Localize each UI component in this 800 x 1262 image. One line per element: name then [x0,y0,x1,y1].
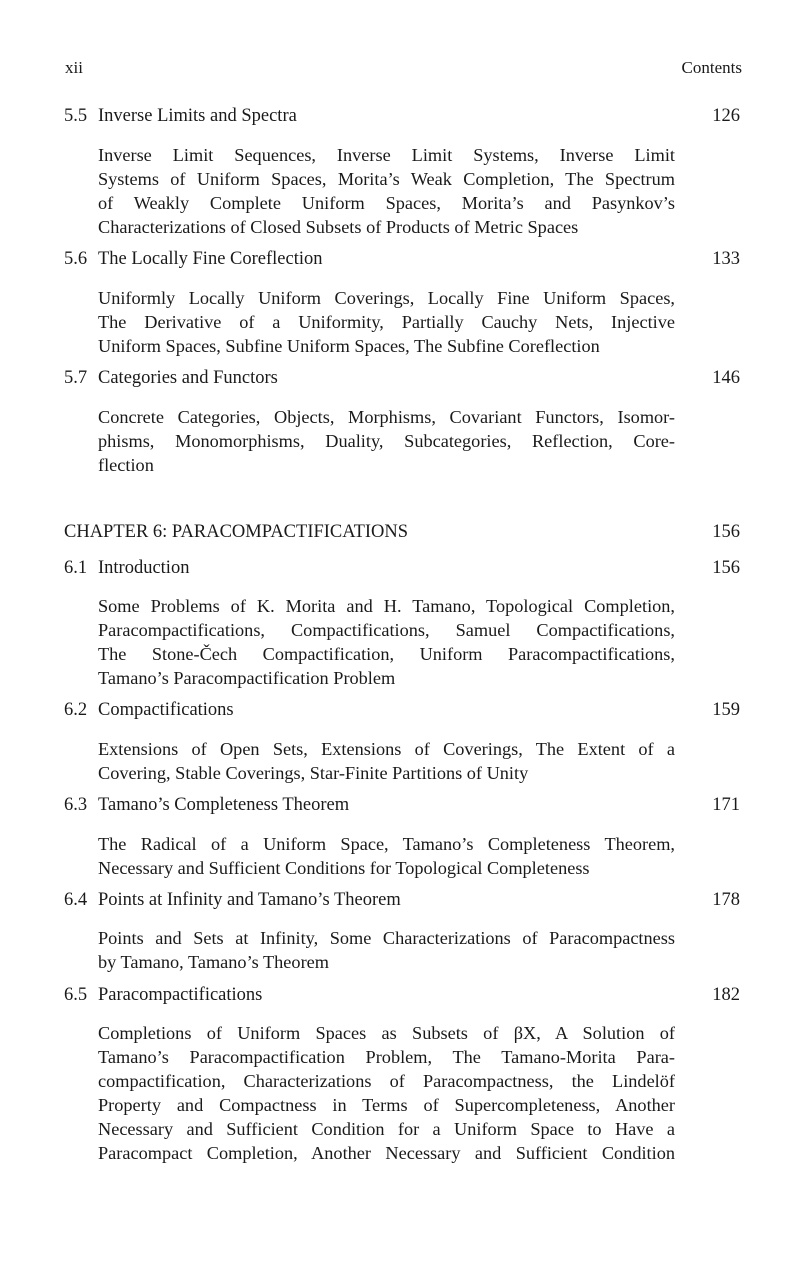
description-line: flection [98,455,154,475]
page-number: 156 [712,522,740,542]
section-description [98,594,675,690]
description-line: Uniform Spaces, Subfine Uniform Spaces, The Subfine Coreflection [98,336,600,356]
description-line: Covering, Stable Coverings, Star-Finite Partitions of Unity [98,763,529,783]
description-line: compactification, Characterizations of Paracompactness, the Lindelöf [98,1071,675,1091]
section-title: Categories and Functors [98,368,278,388]
section-number: 6.2 [64,700,88,720]
page-number: 182 [712,985,740,1005]
section-title: Tamano’s Completeness Theorem [98,795,350,815]
description-line: Extensions of Open Sets, Extensions of Coverings, The Extent of a [98,739,675,759]
section-description [98,926,675,974]
section-description [98,832,675,880]
description-line: Uniformly Locally Uniform Coverings, Locally Fine Uniform Spaces, [98,288,675,308]
section-number: 6.5 [64,985,88,1005]
description-line: Completions of Uniform Spaces as Subsets of βX, A Solution of [98,1023,675,1043]
section-number: 5.6 [64,249,88,269]
section-description [98,737,675,785]
page-number: 133 [712,249,740,269]
section-title: Points at Infinity and Tamano’s Theorem [98,890,401,910]
page-number: 171 [712,795,740,815]
page-number: 156 [712,558,740,578]
chapter-title: CHAPTER 6: PARACOMPACTIFICATIONS [64,522,409,542]
description-line: Tamano’s Paracompactification Problem, The Tamano-Morita Para- [98,1047,675,1067]
description-line: Inverse Limit Sequences, Inverse Limit Systems, Inverse Limit [98,145,675,165]
section-number: 5.7 [64,368,88,388]
description-line: The Radical of a Uniform Space, Tamano’s Completeness Theorem, [98,834,675,854]
running-head: Contents [681,58,742,77]
section-description [98,286,675,358]
page-number: 146 [712,368,740,388]
section-title: Inverse Limits and Spectra [98,106,297,126]
section-title: Introduction [98,558,190,578]
description-line: by Tamano, Tamano’s Theorem [98,952,329,972]
section-number: 6.1 [64,558,88,578]
description-line: Property and Compactness in Terms of Supercompleteness, Another [98,1095,675,1115]
section-title: Paracompactifications [98,985,263,1005]
section-number: 6.4 [64,890,88,910]
description-line: phisms, Monomorphisms, Duality, Subcategories, Reflection, Core- [98,431,675,451]
page-number: 159 [712,700,740,720]
description-line: Tamano’s Paracompactification Problem [98,668,396,688]
description-line: Concrete Categories, Objects, Morphisms, Covariant Functors, Isomor- [98,407,675,427]
section-description [98,1021,675,1165]
description-line: The Derivative of a Uniformity, Partially Cauchy Nets, Injective [98,312,675,332]
description-line: of Weakly Complete Uniform Spaces, Morita’s and Pasynkov’s [98,193,675,213]
description-line: Necessary and Sufficient Conditions for Topological Completeness [98,858,590,878]
section-description [98,143,675,239]
description-line: Characterizations of Closed Subsets of Products of Metric Spaces [98,217,579,237]
description-line: Paracompactifications, Compactifications, Samuel Compactifications, [98,620,675,640]
section-title: Compactifications [98,700,234,720]
page-number: 126 [712,106,740,126]
page-number-roman: xii [65,58,83,77]
description-line: Systems of Uniform Spaces, Morita’s Weak Completion, The Spectrum [98,169,675,189]
description-line: Necessary and Sufficient Condition for a Uniform Space to Have a [98,1119,675,1139]
description-line: Points and Sets at Infinity, Some Characterizations of Paracompactness [98,928,675,948]
description-line: The Stone-Čech Compactification, Uniform Paracompactifications, [98,644,675,664]
description-line: Some Problems of K. Morita and H. Tamano, Topological Completion, [98,596,675,616]
section-number: 5.5 [64,106,88,126]
section-number: 6.3 [64,795,88,815]
section-description [98,405,675,477]
description-line: Paracompact Completion, Another Necessary and Sufficient Condition [98,1143,675,1163]
page-number: 178 [712,890,740,910]
section-title: The Locally Fine Coreflection [98,249,323,269]
